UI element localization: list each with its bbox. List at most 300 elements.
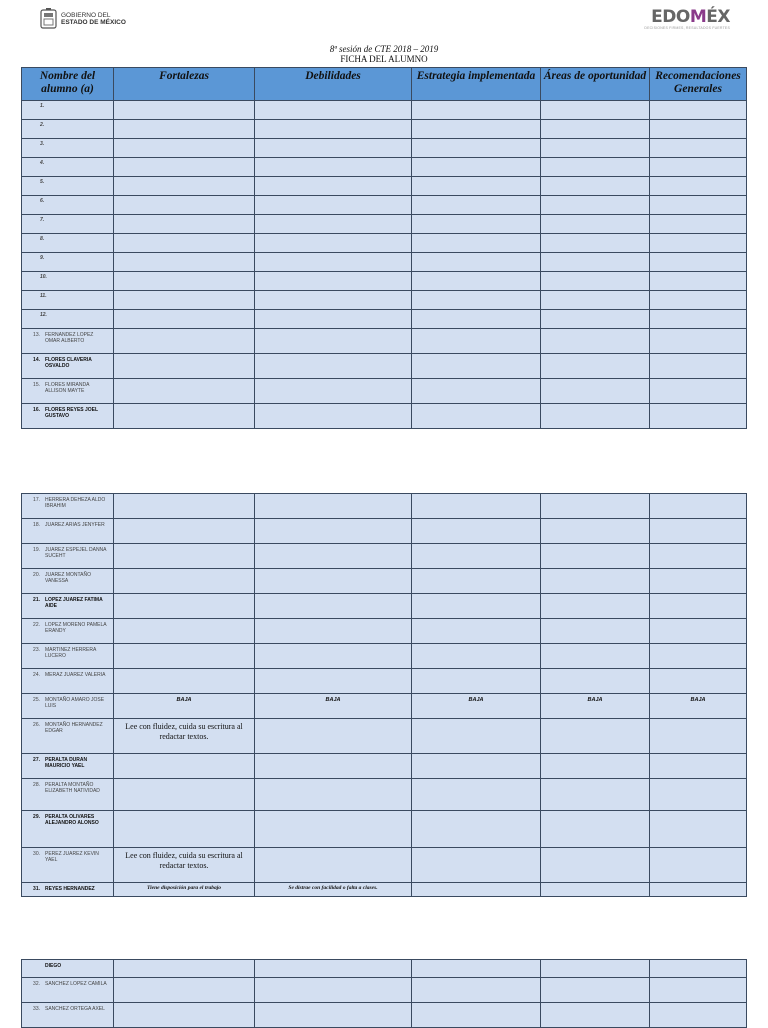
fortaleza-note: Lee con fluidez, cuida su escritura al redactar textos. [125, 851, 243, 870]
areas-cell[interactable] [541, 848, 650, 883]
estrategia-cell[interactable] [412, 754, 541, 779]
student-entry [22, 978, 113, 988]
estrategia-cell[interactable] [412, 494, 541, 519]
recomendaciones-cell[interactable] [650, 719, 747, 754]
debilidades-cell[interactable] [255, 811, 412, 848]
debilidades-cell[interactable] [255, 234, 412, 253]
student-entry [22, 754, 113, 770]
recomendaciones-cell[interactable] [650, 779, 747, 811]
student-name: PERALTA OLIVARES ALEJANDRO ALONSO [45, 814, 99, 826]
recomendaciones-cell[interactable] [650, 644, 747, 669]
debilidades-cell[interactable] [255, 719, 412, 754]
student-table-section-2 [21, 493, 747, 897]
debilidades-cell[interactable] [255, 619, 412, 644]
estrategia-cell[interactable] [412, 234, 541, 253]
student-name-cell[interactable] [22, 177, 114, 196]
table-row [22, 158, 747, 177]
student-name-cell[interactable] [22, 519, 114, 544]
recomendaciones-cell[interactable] [650, 978, 747, 1003]
fortalezas-cell[interactable] [114, 594, 255, 619]
debilidades-cell[interactable] [255, 354, 412, 379]
baja-label: BAJA [690, 697, 706, 703]
estrategia-cell[interactable] [412, 177, 541, 196]
student-entry [22, 619, 113, 635]
student-entry [22, 519, 113, 529]
student-name-cell[interactable] [22, 544, 114, 569]
student-entry [22, 329, 113, 345]
row-number: 6. [40, 198, 45, 204]
fortalezas-cell[interactable] [114, 694, 255, 719]
estrategia-cell[interactable] [412, 139, 541, 158]
student-name: FLORES MIRANDA ALLISON MAYTE [45, 382, 90, 394]
table-row [22, 779, 747, 811]
student-number: 24. [33, 672, 40, 678]
student-name-cell[interactable] [22, 329, 114, 354]
student-name-cell[interactable] [22, 811, 114, 848]
student-name-cell[interactable] [22, 101, 114, 120]
areas-cell[interactable] [541, 253, 650, 272]
estrategia-cell[interactable] [412, 883, 541, 897]
gov-line2: ESTADO DE MÉXICO [61, 19, 126, 26]
debilidades-cell[interactable] [255, 694, 412, 719]
debilidades-cell[interactable] [255, 379, 412, 404]
table-row [22, 291, 747, 310]
student-name-cell[interactable] [22, 158, 114, 177]
estrategia-cell[interactable] [412, 719, 541, 754]
recomendaciones-cell[interactable] [650, 848, 747, 883]
debilidades-cell[interactable] [255, 569, 412, 594]
document-title [0, 44, 768, 64]
student-number: 19. [33, 547, 40, 553]
fortalezas-cell[interactable] [114, 848, 255, 883]
fortalezas-cell[interactable] [114, 811, 255, 848]
student-name-cell[interactable] [22, 272, 114, 291]
estrategia-cell[interactable] [412, 272, 541, 291]
student-name: FLORES REYES JOEL GUSTAVO [45, 407, 98, 419]
recomendaciones-cell[interactable] [650, 544, 747, 569]
estrategia-cell[interactable] [412, 694, 541, 719]
estrategia-cell[interactable] [412, 519, 541, 544]
student-entry [22, 848, 113, 864]
row-number: 10. [40, 274, 47, 280]
student-entry [22, 569, 113, 585]
table-row [22, 253, 747, 272]
student-name-cell[interactable] [22, 291, 114, 310]
estrategia-cell[interactable] [412, 619, 541, 644]
fortalezas-cell[interactable] [114, 253, 255, 272]
areas-cell[interactable] [541, 960, 650, 978]
estrategia-cell[interactable] [412, 978, 541, 1003]
row-number: 8. [40, 236, 45, 242]
debilidades-cell[interactable] [255, 177, 412, 196]
student-name-cell[interactable] [22, 694, 114, 719]
areas-cell[interactable] [541, 883, 650, 897]
fortalezas-cell[interactable] [114, 158, 255, 177]
recomendaciones-cell[interactable] [650, 619, 747, 644]
estrategia-cell[interactable] [412, 404, 541, 429]
table-row [22, 272, 747, 291]
table-row [22, 644, 747, 669]
table-row [22, 978, 747, 1003]
student-name-cell[interactable] [22, 404, 114, 429]
recomendaciones-cell[interactable] [650, 101, 747, 120]
estrategia-cell[interactable] [412, 354, 541, 379]
estrategia-cell[interactable] [412, 960, 541, 978]
debilidades-cell[interactable] [255, 139, 412, 158]
student-name: MARTINEZ HERRERA LUCERO [45, 647, 97, 659]
student-name-continued: DIEGO [45, 963, 62, 969]
areas-cell[interactable] [541, 404, 650, 429]
debilidades-cell[interactable] [255, 196, 412, 215]
edomex-tagline: DECISIONES FIRMES, RESULTADOS FUERTES [644, 26, 730, 30]
student-number: 33. [33, 1006, 40, 1012]
areas-cell[interactable] [541, 139, 650, 158]
student-name-cell[interactable] [22, 569, 114, 594]
student-name-cell[interactable] [22, 960, 114, 978]
student-entry [22, 779, 113, 795]
gov-line1: GOBIERNO DEL [61, 12, 111, 19]
recomendaciones-cell[interactable] [650, 158, 747, 177]
student-number: 13. [33, 332, 40, 338]
debilidades-cell[interactable] [255, 883, 412, 897]
col-header-recomendaciones: Recomendaciones Generales [650, 68, 747, 101]
fortalezas-cell[interactable] [114, 101, 255, 120]
areas-cell[interactable] [541, 569, 650, 594]
areas-cell[interactable] [541, 694, 650, 719]
areas-cell[interactable] [541, 101, 650, 120]
recomendaciones-cell[interactable] [650, 177, 747, 196]
fortalezas-cell[interactable] [114, 754, 255, 779]
student-table-section-3 [21, 959, 747, 1028]
table-row [22, 694, 747, 719]
recomendaciones-cell[interactable] [650, 215, 747, 234]
table-row [22, 669, 747, 694]
student-entry [22, 694, 113, 710]
debilidades-cell[interactable] [255, 272, 412, 291]
table-row [22, 120, 747, 139]
fortalezas-cell[interactable] [114, 544, 255, 569]
student-name-cell[interactable] [22, 253, 114, 272]
student-name-cell[interactable] [22, 215, 114, 234]
student-number: 23. [33, 647, 40, 653]
fortalezas-cell[interactable] [114, 120, 255, 139]
student-number: 30. [33, 851, 40, 857]
student-name-cell[interactable] [22, 619, 114, 644]
table-row [22, 719, 747, 754]
areas-cell[interactable] [541, 719, 650, 754]
student-entry [22, 494, 113, 510]
fortalezas-cell[interactable] [114, 379, 255, 404]
estrategia-cell[interactable] [412, 848, 541, 883]
recomendaciones-cell[interactable] [650, 404, 747, 429]
areas-cell[interactable] [541, 754, 650, 779]
session-title: 8ª sesión de CTE 2018 – 2019 [329, 44, 439, 54]
fortalezas-cell[interactable] [114, 960, 255, 978]
estrategia-cell[interactable] [412, 569, 541, 594]
debilidades-cell[interactable] [255, 404, 412, 429]
recomendaciones-cell[interactable] [650, 272, 747, 291]
student-entry [22, 811, 113, 827]
student-number: 28. [33, 782, 40, 788]
table-row [22, 196, 747, 215]
row-number: 12. [40, 312, 47, 318]
debilidades-cell[interactable] [255, 644, 412, 669]
debilidad-note: Se distrae con facilidad o falta a clases. [288, 885, 378, 891]
estrategia-cell[interactable] [412, 253, 541, 272]
student-name-cell[interactable] [22, 594, 114, 619]
student-name-cell[interactable] [22, 978, 114, 1003]
recomendaciones-cell[interactable] [650, 291, 747, 310]
debilidades-cell[interactable] [255, 848, 412, 883]
fortalezas-cell[interactable] [114, 978, 255, 1003]
recomendaciones-cell[interactable] [650, 569, 747, 594]
student-name-cell[interactable] [22, 494, 114, 519]
student-entry [22, 669, 113, 679]
recomendaciones-cell[interactable] [650, 811, 747, 848]
debilidades-cell[interactable] [255, 158, 412, 177]
estrategia-cell[interactable] [412, 644, 541, 669]
form-title: FICHA DEL ALUMNO [340, 54, 428, 64]
recomendaciones-cell[interactable] [650, 196, 747, 215]
recomendaciones-cell[interactable] [650, 354, 747, 379]
col-header-estrategia: Estrategia implementada [412, 68, 541, 101]
recomendaciones-cell[interactable] [650, 883, 747, 897]
row-number: 5. [40, 179, 45, 185]
debilidades-cell[interactable] [255, 754, 412, 779]
table-row [22, 754, 747, 779]
fortalezas-cell[interactable] [114, 669, 255, 694]
fortalezas-cell[interactable] [114, 619, 255, 644]
fortalezas-cell[interactable] [114, 519, 255, 544]
gobierno-logo [40, 8, 126, 30]
areas-cell[interactable] [541, 644, 650, 669]
fortalezas-cell[interactable] [114, 354, 255, 379]
estrategia-cell[interactable] [412, 594, 541, 619]
fortalezas-cell[interactable] [114, 196, 255, 215]
student-name-cell[interactable] [22, 379, 114, 404]
areas-cell[interactable] [541, 177, 650, 196]
debilidades-cell[interactable] [255, 310, 412, 329]
fortalezas-cell[interactable] [114, 719, 255, 754]
row-number: 11. [40, 293, 47, 299]
student-number: 26. [33, 722, 40, 728]
student-name-cell[interactable] [22, 234, 114, 253]
student-name: HERRERA DEHEZA ALDO IBRAHIM [45, 497, 106, 509]
areas-cell[interactable] [541, 120, 650, 139]
student-name: PEREZ JUAREZ KEVIN YAEL [45, 851, 99, 863]
student-name: FLORES CLAVERIA OSVALDO [45, 357, 92, 369]
recomendaciones-cell[interactable] [650, 694, 747, 719]
areas-cell[interactable] [541, 619, 650, 644]
areas-cell[interactable] [541, 978, 650, 1003]
areas-cell[interactable] [541, 196, 650, 215]
table-row [22, 215, 747, 234]
table-row [22, 494, 747, 519]
edomex-wordmark: EDOMÉX [651, 7, 730, 27]
student-entry [22, 404, 113, 420]
student-name-cell[interactable] [22, 719, 114, 754]
debilidades-cell[interactable] [255, 594, 412, 619]
recomendaciones-cell[interactable] [650, 310, 747, 329]
student-number: 18. [33, 522, 40, 528]
estrategia-cell[interactable] [412, 379, 541, 404]
estrategia-cell[interactable] [412, 120, 541, 139]
debilidades-cell[interactable] [255, 978, 412, 1003]
recomendaciones-cell[interactable] [650, 253, 747, 272]
table-row [22, 379, 747, 404]
debilidades-cell[interactable] [255, 253, 412, 272]
table-row [22, 101, 747, 120]
student-entry [22, 960, 113, 970]
estrategia-cell[interactable] [412, 196, 541, 215]
estrategia-cell[interactable] [412, 669, 541, 694]
debilidades-cell[interactable] [255, 519, 412, 544]
recomendaciones-cell[interactable] [650, 754, 747, 779]
debilidades-cell[interactable] [255, 669, 412, 694]
student-name-cell[interactable] [22, 883, 114, 897]
estrategia-cell[interactable] [412, 101, 541, 120]
student-name: LOPEZ MORENO PAMELA ERANDY [45, 622, 107, 634]
areas-cell[interactable] [541, 354, 650, 379]
recomendaciones-cell[interactable] [650, 594, 747, 619]
areas-cell[interactable] [541, 669, 650, 694]
debilidades-cell[interactable] [255, 329, 412, 354]
table-header-row [22, 68, 747, 101]
estrategia-cell[interactable] [412, 215, 541, 234]
table-row [22, 544, 747, 569]
student-name-cell[interactable] [22, 644, 114, 669]
row-number: 9. [40, 255, 45, 261]
recomendaciones-cell[interactable] [650, 120, 747, 139]
debilidades-cell[interactable] [255, 544, 412, 569]
student-name-cell[interactable] [22, 139, 114, 158]
recomendaciones-cell[interactable] [650, 494, 747, 519]
student-name: PERALTA MONTAÑO ELIZABETH NATIVIDAD [45, 782, 100, 794]
fortalezas-cell[interactable] [114, 139, 255, 158]
row-number: 4. [40, 160, 45, 166]
student-name: MONTAÑO HERNANDEZ EDGAR [45, 722, 103, 734]
debilidades-cell[interactable] [255, 494, 412, 519]
student-name-cell[interactable] [22, 848, 114, 883]
estrategia-cell[interactable] [412, 291, 541, 310]
student-entry [22, 1003, 113, 1013]
estrategia-cell[interactable] [412, 811, 541, 848]
student-name-cell[interactable] [22, 120, 114, 139]
student-number: 16. [33, 407, 40, 413]
baja-label: BAJA [468, 697, 484, 703]
recomendaciones-cell[interactable] [650, 234, 747, 253]
fortalezas-cell[interactable] [114, 215, 255, 234]
areas-cell[interactable] [541, 158, 650, 177]
fortalezas-cell[interactable] [114, 404, 255, 429]
estrategia-cell[interactable] [412, 329, 541, 354]
recomendaciones-cell[interactable] [650, 139, 747, 158]
fortalezas-cell[interactable] [114, 310, 255, 329]
debilidades-cell[interactable] [255, 101, 412, 120]
estrategia-cell[interactable] [412, 158, 541, 177]
recomendaciones-cell[interactable] [650, 329, 747, 354]
student-name-cell[interactable] [22, 754, 114, 779]
student-name-cell[interactable] [22, 669, 114, 694]
fortalezas-cell[interactable] [114, 177, 255, 196]
recomendaciones-cell[interactable] [650, 519, 747, 544]
debilidades-cell[interactable] [255, 291, 412, 310]
student-number: 32. [33, 981, 40, 987]
areas-cell[interactable] [541, 272, 650, 291]
row-number: 3. [40, 141, 45, 147]
areas-cell[interactable] [541, 519, 650, 544]
student-name-cell[interactable] [22, 196, 114, 215]
areas-cell[interactable] [541, 234, 650, 253]
fortalezas-cell[interactable] [114, 569, 255, 594]
student-number: 29. [33, 814, 40, 820]
debilidades-cell[interactable] [255, 779, 412, 811]
col-header-areas: Áreas de oportunidad [541, 68, 650, 101]
areas-cell[interactable] [541, 594, 650, 619]
student-entry [22, 719, 113, 735]
row-number: 7. [40, 217, 45, 223]
coat-of-arms-icon [40, 8, 57, 30]
estrategia-cell[interactable] [412, 310, 541, 329]
student-name: MERAZ JUAREZ VALERIA [45, 672, 106, 678]
student-name-cell[interactable] [22, 310, 114, 329]
student-entry [22, 379, 113, 395]
areas-cell[interactable] [541, 494, 650, 519]
student-number: 31. [33, 886, 40, 892]
debilidades-cell[interactable] [255, 120, 412, 139]
fortalezas-cell[interactable] [114, 494, 255, 519]
areas-cell[interactable] [541, 291, 650, 310]
areas-cell[interactable] [541, 379, 650, 404]
student-entry [22, 544, 113, 560]
fortalezas-cell[interactable] [114, 644, 255, 669]
fortalezas-cell[interactable] [114, 291, 255, 310]
student-number: 15. [33, 382, 40, 388]
table-row [22, 519, 747, 544]
fortalezas-cell[interactable] [114, 272, 255, 291]
student-name-cell[interactable] [22, 779, 114, 811]
estrategia-cell[interactable] [412, 544, 541, 569]
areas-cell[interactable] [541, 544, 650, 569]
student-name: JUAREZ MONTAÑO VANESSA [45, 572, 92, 584]
areas-cell[interactable] [541, 779, 650, 811]
col-header-debilidades: Debilidades [255, 68, 412, 101]
areas-cell[interactable] [541, 811, 650, 848]
fortalezas-cell[interactable] [114, 779, 255, 811]
student-entry [22, 644, 113, 660]
student-name: JUAREZ ESPEJEL DANNA SUCEHT [45, 547, 107, 559]
areas-cell[interactable] [541, 329, 650, 354]
student-number: 17. [33, 497, 40, 503]
recomendaciones-cell[interactable] [650, 379, 747, 404]
estrategia-cell[interactable] [412, 779, 541, 811]
debilidades-cell[interactable] [255, 215, 412, 234]
recomendaciones-cell[interactable] [650, 960, 747, 978]
student-entry [22, 594, 113, 610]
recomendaciones-cell[interactable] [650, 669, 747, 694]
fortalezas-cell[interactable] [114, 329, 255, 354]
areas-cell[interactable] [541, 215, 650, 234]
student-name: LOPEZ JUAREZ FATIMA AIDE [45, 597, 103, 609]
student-name-cell[interactable] [22, 354, 114, 379]
table-row [22, 883, 747, 897]
fortalezas-cell[interactable] [114, 234, 255, 253]
debilidades-cell[interactable] [255, 960, 412, 978]
areas-cell[interactable] [541, 310, 650, 329]
student-name: REYES HERNANDEZ [45, 886, 95, 892]
table-row [22, 848, 747, 883]
fortalezas-cell[interactable] [114, 883, 255, 897]
